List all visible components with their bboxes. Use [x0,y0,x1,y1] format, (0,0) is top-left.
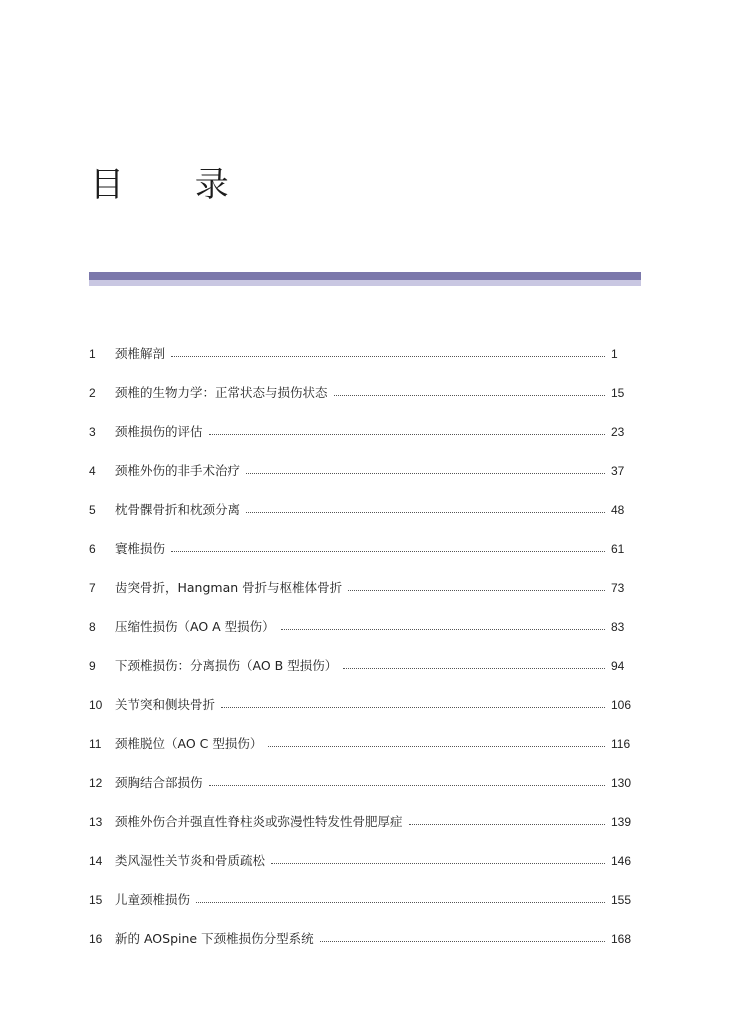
toc-page-number: 48 [611,502,625,517]
toc-title: 颈椎的生物力学：正常状态与损伤状态 [115,384,328,400]
toc-page-number: 146 [611,853,632,868]
toc-number: 12 [89,775,103,790]
toc-entry-12[interactable] [89,763,637,802]
toc-page-number: 116 [611,736,631,751]
toc-number: 14 [89,853,103,868]
toc-entry-1[interactable] [89,334,637,373]
dot-leader [320,941,605,942]
dot-leader [334,395,605,396]
toc-title: 关节突和侧块骨折 [115,696,216,712]
toc-entry-15[interactable] [89,880,637,919]
toc-page-number: 94 [611,658,625,673]
dot-leader [246,473,605,474]
toc-number: 1 [89,346,96,361]
toc-entry-2[interactable] [89,373,637,412]
toc-entry-16[interactable] [89,919,637,958]
toc-page-number: 23 [611,424,625,439]
toc-page-number: 15 [611,385,625,400]
toc-page-number: 73 [611,580,625,595]
toc-entry-10[interactable] [89,685,637,724]
dot-leader [221,707,605,708]
dot-leader [271,863,605,864]
toc-page-number: 61 [611,541,625,556]
toc-title: 寰椎损伤 [115,540,166,556]
dot-leader [196,902,605,903]
toc-entry-4[interactable] [89,451,637,490]
toc-entry-8[interactable] [89,607,637,646]
toc-page-number: 1 [611,346,618,361]
toc-title: 颈椎损伤的评估 [115,423,203,439]
toc-title: 新的 AOSpine 下颈椎损伤分型系统 [115,930,314,946]
toc-entry-14[interactable] [89,841,637,880]
toc-page-number: 155 [611,892,632,907]
toc-number: 15 [89,892,103,907]
toc-number: 13 [89,814,103,829]
title-rule-light [89,280,641,286]
title-rule-dark [89,272,641,280]
dot-leader [409,824,605,825]
dot-leader [268,746,605,747]
toc-number: 8 [89,619,96,634]
toc-number: 11 [89,736,102,751]
toc-title: 枕骨髁骨折和枕颈分离 [115,501,241,517]
toc-entry-5[interactable] [89,490,637,529]
toc-number: 6 [89,541,96,556]
toc-number: 2 [89,385,96,400]
toc-number: 16 [89,931,103,946]
toc-title: 颈椎外伤合并强直性脊柱炎或弥漫性特发性骨肥厚症 [115,813,403,829]
dot-leader [348,590,605,591]
dot-leader [281,629,605,630]
toc-number: 4 [89,463,96,478]
dot-leader [209,434,605,435]
toc-entry-7[interactable] [89,568,637,607]
toc-title: 类风湿性关节炎和骨质疏松 [115,852,266,868]
dot-leader [343,668,605,669]
toc-entry-3[interactable] [89,412,637,451]
toc-number: 3 [89,424,96,439]
toc-entry-9[interactable] [89,646,637,685]
toc-number: 5 [89,502,96,517]
toc-title: 颈椎外伤的非手术治疗 [115,462,241,478]
toc-title: 颈椎解剖 [115,345,166,361]
dot-leader [171,551,605,552]
dot-leader [209,785,605,786]
toc-number: 7 [89,580,96,595]
toc-title: 下颈椎损伤：分离损伤（AO B 型损伤） [115,657,338,673]
dot-leader [171,356,605,357]
page-title: 目 录 [90,165,259,205]
toc-number: 9 [89,658,96,673]
toc-page-number: 37 [611,463,625,478]
toc-number: 10 [89,697,103,712]
table-of-contents [89,334,637,958]
toc-page-number: 139 [611,814,632,829]
toc-page-number: 168 [611,931,632,946]
toc-page-number: 106 [611,697,632,712]
toc-title: 压缩性损伤（AO A 型损伤） [115,618,275,634]
toc-title: 儿童颈椎损伤 [115,891,191,907]
toc-title: 颈胸结合部损伤 [115,774,203,790]
toc-title: 颈椎脱位（AO C 型损伤） [115,735,263,751]
toc-title: 齿突骨折，Hangman 骨折与枢椎体骨折 [115,579,343,595]
toc-page-number: 83 [611,619,625,634]
toc-entry-11[interactable] [89,724,637,763]
toc-entry-6[interactable] [89,529,637,568]
toc-entry-13[interactable] [89,802,637,841]
dot-leader [246,512,605,513]
toc-page-number: 130 [611,775,632,790]
